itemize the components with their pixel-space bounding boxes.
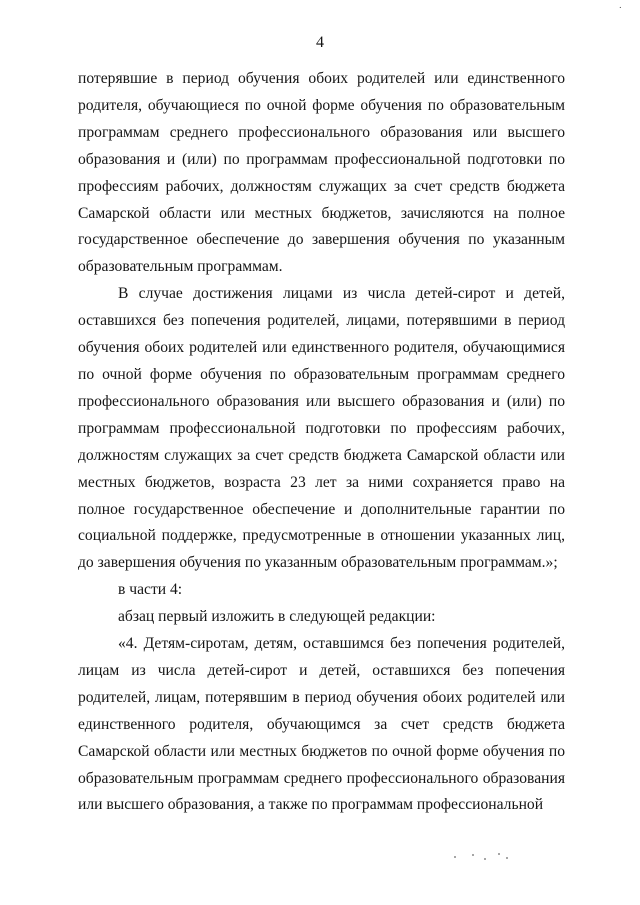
paragraph-part-4-heading: в части 4: [118, 581, 183, 599]
document-body [78, 66, 565, 819]
paragraph-amendment-instruction: абзац первый изложить в следующей редакции: [118, 608, 436, 626]
paragraph-part-4-text: «4. Детям-сиротам, детям, оставшимся без попечения родителей, лицам из числа детей-сирот и детей, оставшихся без попечения родителей, лицам, потерявшим в период обучения обоих родителей или единственного родителя, обучающимся за счет средств бюджета Самарской области или местных бюджетов по очной форме обучения по образовательным программам среднего профессионального образования или высшего образования, а также по программам профессиональной [78, 635, 565, 814]
paragraph-age-23: В случае достижения лицами из числа детей-сирот и детей, оставшихся без попечения родителей, лицами, потерявшими в период обучения обоих родителей или единственного родителя, обучающимися по очной форме обучения по образовательным программам среднего профессионального образования или высшего образования и (или) по программам профессиональной подготовки по профессиям рабочих, должностям служащих за счет средств бюджета Самарской области или местных бюджетов, возраста 23 лет за ними сохраняется право на полное государственное обеспечение и дополнительные гарантии по социальной поддержке, предусмотренные в отношении указанных лиц, до завершения обучения по указанным образовательным программам.»; [78, 285, 565, 572]
page-number: 4 [316, 34, 324, 51]
scan-mark: ˙ [618, 6, 622, 17]
paragraph-continuation: потерявшие в период обучения обоих родителей или единственного родителя, обучающиеся по очной форме обучения по образовательным программам среднего профессионального образования или высшего образования и (или) по программам профессиональной подготовки по профессиям рабочих, должностям служащих за счет средств бюджета Самарской области или местных бюджетов, зачисляются на полное государственное обеспечение до завершения обучения по указанным образовательным программам. [78, 70, 565, 276]
scan-artifact [454, 852, 514, 862]
